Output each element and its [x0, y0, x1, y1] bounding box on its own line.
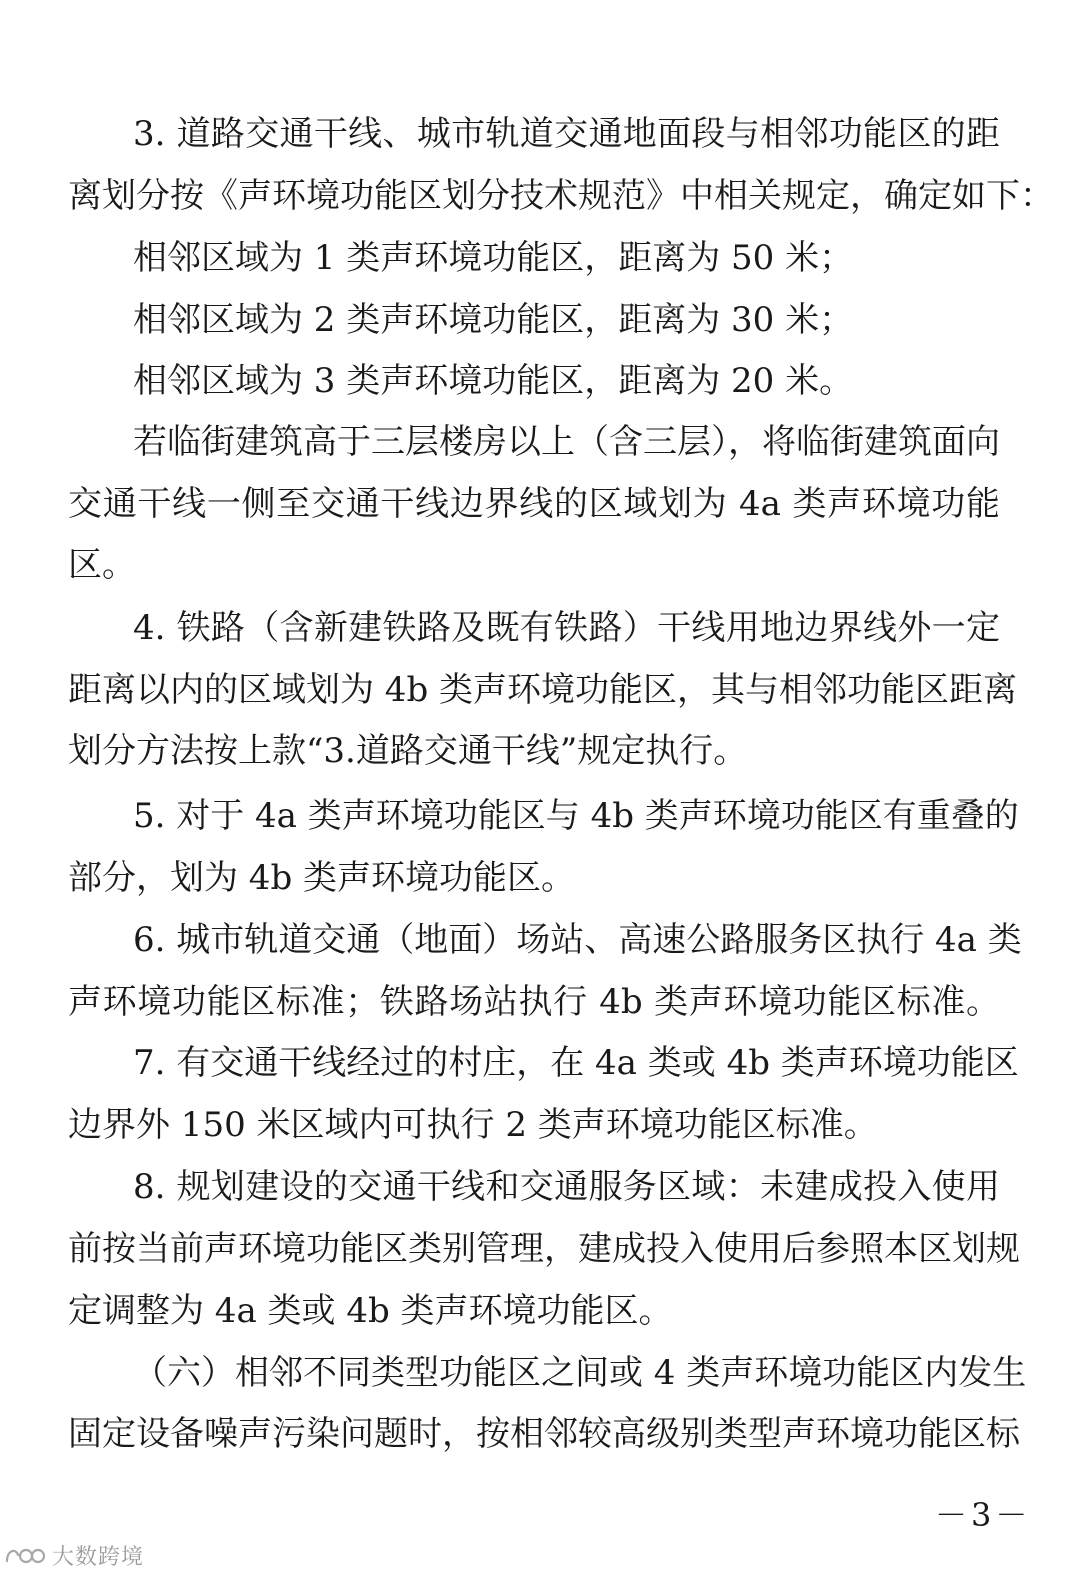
- paragraph-line: 7. 有交通干线经过的村庄，在 4a 类或 4b 类声环境功能区: [133, 1043, 1019, 1083]
- watermark: [4, 1540, 144, 1570]
- paragraph-line: 部分，划为 4b 类声环境功能区。: [68, 858, 576, 898]
- paragraph-line: 3. 道路交通干线、城市轨道交通地面段与相邻功能区的距: [133, 114, 1000, 154]
- watermark-text: 大数跨境: [52, 1544, 145, 1570]
- paragraph-line: 声环境功能区标准；铁路场站执行 4b 类声环境功能区标准。: [68, 982, 1000, 1022]
- paragraph-line: 距离以内的区域划为 4b 类声环境功能区，其与相邻功能区距离: [68, 670, 1018, 710]
- paragraph-line: 划分方法按上款“3.道路交通干线”规定执行。: [68, 731, 748, 771]
- paragraph-line: 若临街建筑高于三层楼房以上（含三层），将临街建筑面向: [133, 422, 1000, 462]
- paragraph-line: 8. 规划建设的交通干线和交通服务区域：未建成投入使用: [133, 1167, 1000, 1207]
- paragraph-line: 定调整为 4a 类或 4b 类声环境功能区。: [68, 1291, 673, 1331]
- paragraph-line: 4. 铁路（含新建铁路及既有铁路）干线用地边界线外一定: [133, 608, 1000, 648]
- paragraph-line: 交通干线一侧至交通干线边界线的区域划为 4a 类声环境功能: [68, 484, 1000, 524]
- paragraph-line: 5. 对于 4a 类声环境功能区与 4b 类声环境功能区有重叠的: [133, 796, 1019, 836]
- paragraph-line: 区。: [68, 545, 136, 585]
- paragraph-line: 6. 城市轨道交通（地面）场站、高速公路服务区执行 4a 类: [133, 920, 1022, 960]
- page-number: －3－: [935, 1496, 1032, 1534]
- paragraph-line: 固定设备噪声污染问题时，按相邻较高级别类型声环境功能区标: [68, 1414, 1020, 1454]
- paragraph-line: 前按当前声环境功能区类别管理，建成投入使用后参照本区划规: [68, 1229, 1020, 1269]
- paragraph-line: （六）相邻不同类型功能区之间或 4 类声环境功能区内发生: [133, 1353, 1027, 1393]
- paragraph-line: 边界外 150 米区域内可执行 2 类声环境功能区标准。: [68, 1105, 878, 1145]
- brand-logo-icon: [4, 1544, 46, 1566]
- paragraph-line: 相邻区域为 2 类声环境功能区，距离为 30 米；: [133, 300, 854, 340]
- paragraph-line: 离划分按《声环境功能区划分技术规范》中相关规定，确定如下：: [68, 176, 1054, 216]
- paragraph-line: 相邻区域为 1 类声环境功能区，距离为 50 米；: [133, 238, 854, 278]
- paragraph-line: 相邻区域为 3 类声环境功能区，距离为 20 米。: [133, 361, 854, 401]
